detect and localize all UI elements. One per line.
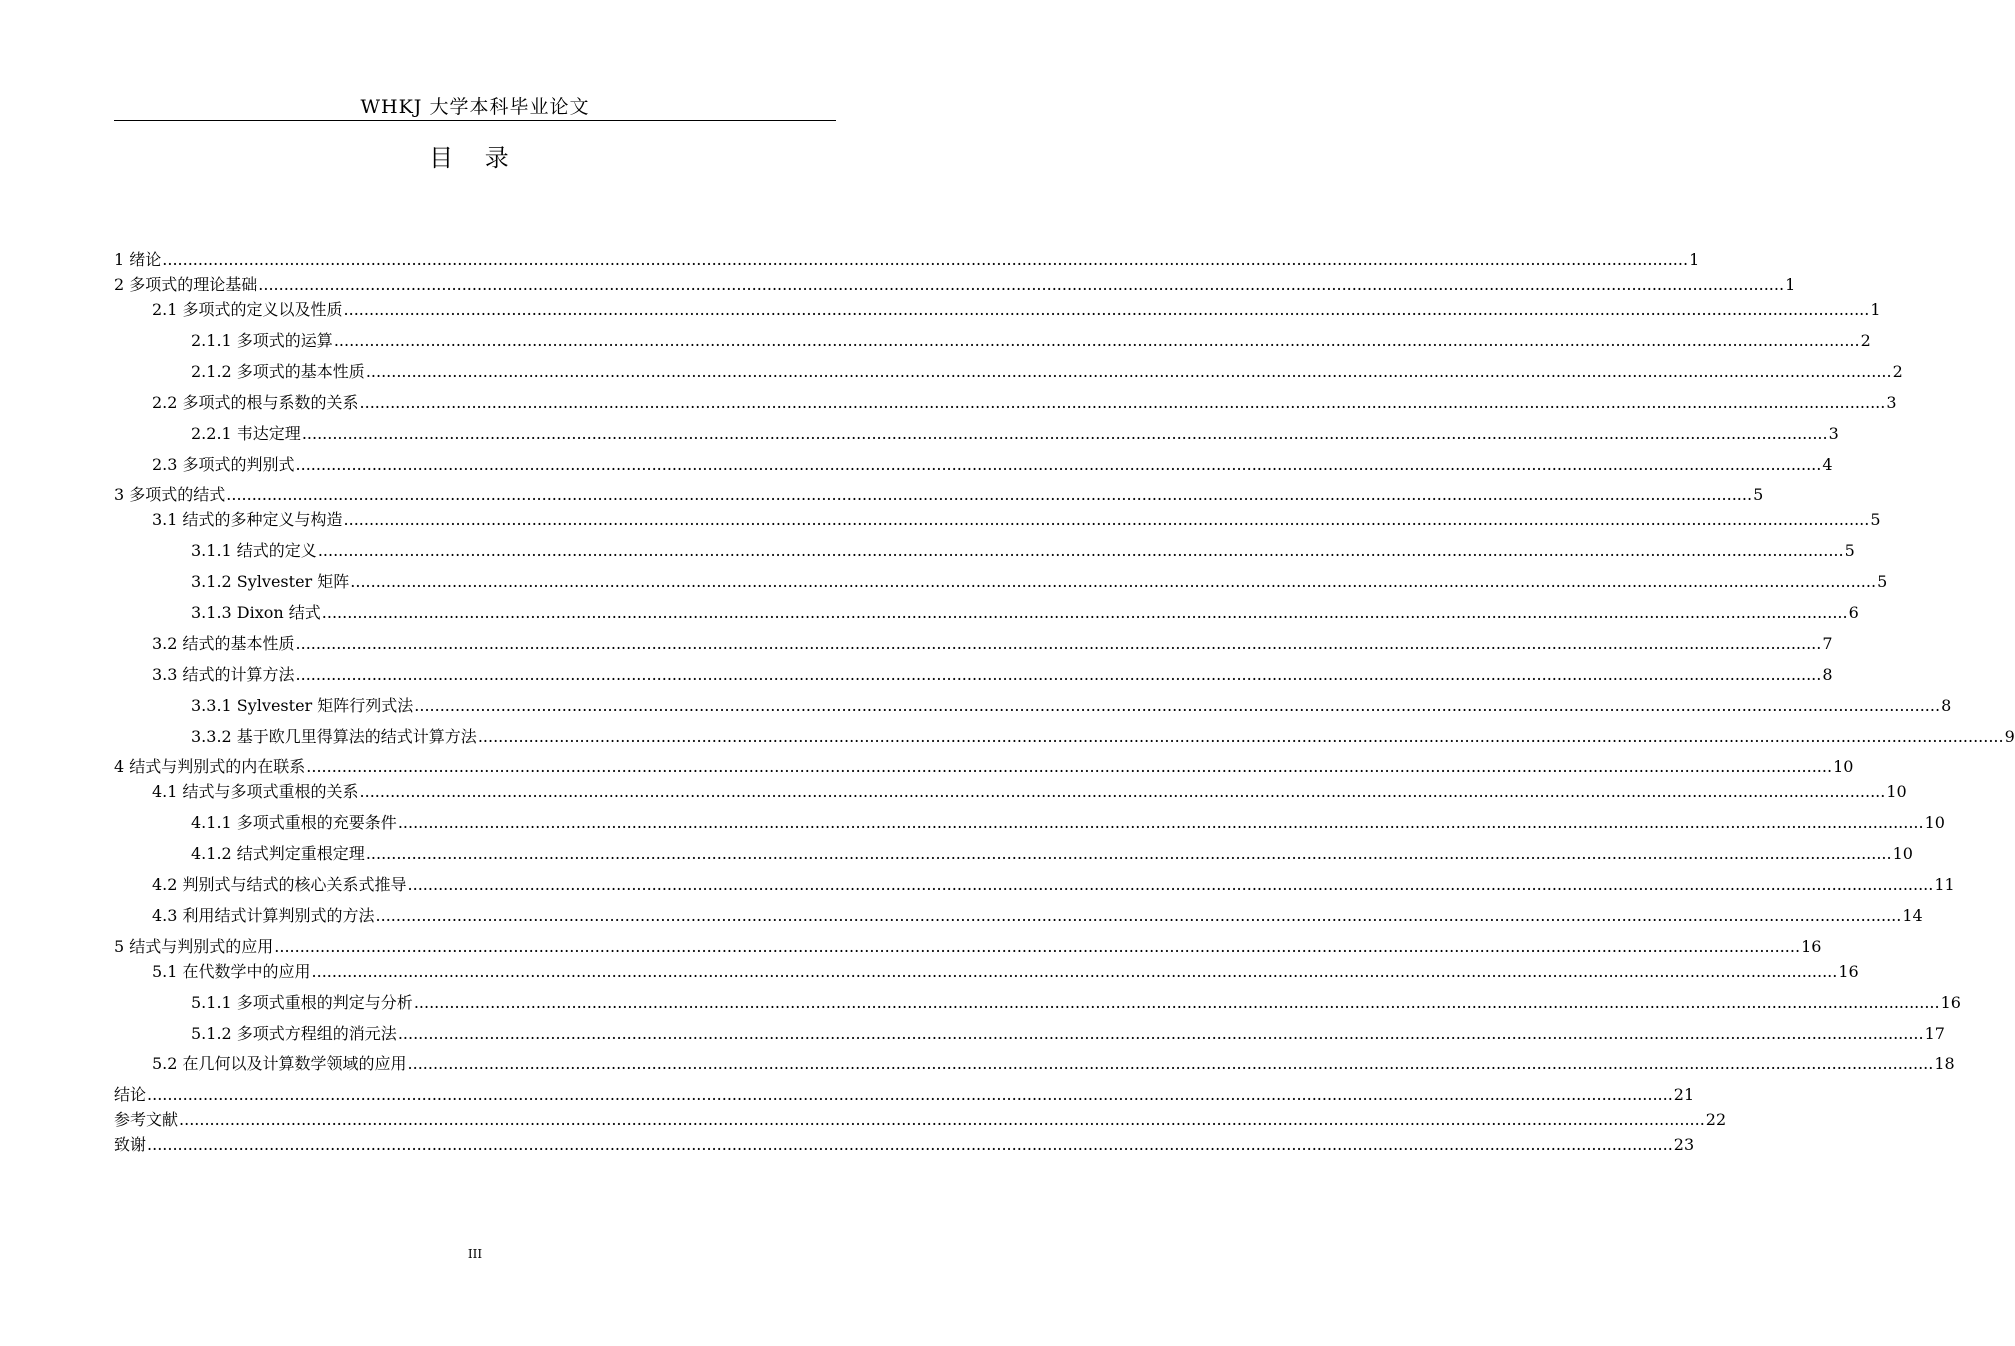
toc-entry-page: 16 (1801, 937, 1822, 956)
toc-entry-page: 2 (1892, 362, 1903, 381)
toc-entry-page: 11 (1934, 875, 1955, 894)
dot-leader: ............................................................................................................................................................................................................................................................................................................ (407, 875, 1934, 894)
toc-entry-page: 4 (1822, 455, 1833, 474)
toc-entry-label: 3.1.2 Sylvester 矩阵 (191, 572, 350, 591)
dot-leader: ............................................................................................................................................................................................................................................................................................................ (147, 1085, 1673, 1104)
toc-entry[interactable] (114, 481, 1764, 505)
toc-entry-label: 5.2 在几何以及计算数学领域的应用 (152, 1054, 407, 1073)
toc-entry-label: 5.1.1 多项式重根的判定与分析 (191, 993, 413, 1012)
toc-entry-label: 3.3.1 Sylvester 矩阵行列式法 (191, 696, 414, 715)
dot-leader: ............................................................................................................................................................................................................................................................................................................ (226, 485, 1753, 504)
toc-entry[interactable] (114, 327, 1871, 351)
toc-entry[interactable] (114, 1020, 1945, 1044)
toc-entry[interactable] (114, 271, 1796, 295)
toc-entry-page: 16 (1940, 993, 1961, 1012)
toc-entry-page: 2 (1860, 331, 1871, 350)
toc-entry-label: 5.1 在代数学中的应用 (152, 962, 311, 981)
dot-leader: ............................................................................................................................................................................................................................................................................................................ (333, 331, 1860, 350)
toc-entry[interactable] (114, 661, 1833, 685)
dot-leader: ............................................................................................................................................................................................................................................................................................................ (274, 937, 1801, 956)
toc-entry[interactable] (114, 568, 1888, 592)
toc-entry[interactable] (114, 389, 1897, 413)
toc-entry-page: 21 (1673, 1085, 1695, 1104)
toc-entry-label: 3.3.2 基于欧几里得算法的结式计算方法 (191, 727, 477, 746)
toc-entry-label: 4.1.2 结式判定重根定理 (191, 844, 365, 863)
toc-entry[interactable] (114, 840, 1913, 864)
toc-entry-label: 2.2.1 韦达定理 (191, 424, 301, 443)
toc-entry[interactable] (114, 753, 1854, 777)
header-divider (114, 120, 836, 121)
toc-entry-label: 2.1 多项式的定义以及性质 (152, 300, 343, 319)
toc-entry[interactable] (114, 1131, 1695, 1155)
toc-entry-label: 2.1.1 多项式的运算 (191, 331, 333, 350)
toc-entry-label: 4 结式与判别式的内在联系 (114, 757, 306, 776)
toc-entry-page: 6 (1848, 603, 1859, 622)
toc-entry-label: 2.1.2 多项式的基本性质 (191, 362, 365, 381)
toc-entry-label: 4.1 结式与多项式重根的关系 (152, 782, 359, 801)
dot-leader: ............................................................................................................................................................................................................................................................................................................ (397, 1024, 1924, 1043)
dot-leader: ............................................................................................................................................................................................................................................................................................................ (350, 572, 1877, 591)
toc-entry-page: 3 (1886, 393, 1897, 412)
dot-leader: ............................................................................................................................................................................................................................................................................................................ (407, 1054, 1934, 1073)
toc-entry-label: 5 结式与判别式的应用 (114, 937, 274, 956)
dot-leader: ............................................................................................................................................................................................................................................................................................................ (321, 603, 1848, 622)
toc-entry[interactable] (114, 902, 1923, 926)
dot-leader: ............................................................................................................................................................................................................................................................................................................ (179, 1110, 1705, 1129)
toc-entry-label: 2.3 多项式的判别式 (152, 455, 295, 474)
toc-entry-page: 1 (1689, 250, 1700, 269)
dot-leader: ............................................................................................................................................................................................................................................................................................................ (295, 455, 1822, 474)
dot-leader: ............................................................................................................................................................................................................................................................................................................ (359, 393, 1886, 412)
toc-entry-page: 5 (1870, 510, 1881, 529)
dot-leader: ............................................................................................................................................................................................................................................................................................................ (365, 844, 1892, 863)
toc-entry[interactable] (114, 958, 1859, 982)
toc-entry-page: 5 (1844, 541, 1855, 560)
toc-entry[interactable] (114, 933, 1822, 957)
toc-entry-label: 3 多项式的结式 (114, 485, 226, 504)
toc-entry[interactable] (114, 451, 1833, 475)
toc-entry[interactable] (114, 723, 2015, 747)
toc-entry[interactable] (114, 420, 1839, 444)
toc-entry-label: 致谢 (114, 1135, 147, 1154)
toc-entry-page: 8 (1941, 696, 1952, 715)
dot-leader: ............................................................................................................................................................................................................................................................................................................ (413, 993, 1940, 1012)
toc-entry-page: 10 (1924, 813, 1945, 832)
toc-entry[interactable] (114, 1106, 1727, 1130)
dot-leader: ............................................................................................................................................................................................................................................................................................................ (375, 906, 1902, 925)
toc-entry-page: 3 (1828, 424, 1839, 443)
toc-entry-page: 1 (1870, 300, 1881, 319)
toc-entry-page: 10 (1833, 757, 1854, 776)
dot-leader: ............................................................................................................................................................................................................................................................................................................ (147, 1135, 1673, 1154)
dot-leader: ............................................................................................................................................................................................................................................................................................................ (311, 962, 1838, 981)
toc-entry-label: 3.1.1 结式的定义 (191, 541, 317, 560)
toc-entry-label: 参考文献 (114, 1110, 179, 1129)
toc-entry-label: 1 绪论 (114, 250, 162, 269)
toc-entry-label: 3.1.3 Dixon 结式 (191, 603, 321, 622)
toc-entry-page: 10 (1886, 782, 1907, 801)
toc-entry-label: 4.2 判别式与结式的核心关系式推导 (152, 875, 407, 894)
toc-entry[interactable] (114, 506, 1881, 530)
toc-entry[interactable] (114, 537, 1855, 561)
toc-entry-page: 10 (1892, 844, 1913, 863)
toc-entry-page: 5 (1877, 572, 1888, 591)
dot-leader: ............................................................................................................................................................................................................................................................................................................ (365, 362, 1892, 381)
toc-entry[interactable] (114, 358, 1903, 382)
toc-entry-page: 1 (1785, 275, 1796, 294)
dot-leader: ............................................................................................................................................................................................................................................................................................................ (397, 813, 1924, 832)
toc-entry-page: 8 (1822, 665, 1833, 684)
toc-entry-page: 22 (1705, 1110, 1727, 1129)
toc-entry-page: 17 (1924, 1024, 1945, 1043)
dot-leader: ............................................................................................................................................................................................................................................................................................................ (317, 541, 1844, 560)
toc-entry[interactable] (114, 246, 1700, 270)
toc-entry-label: 3.2 结式的基本性质 (152, 634, 295, 653)
toc-entry-label: 4.3 利用结式计算判别式的方法 (152, 906, 375, 925)
toc-entry-label: 5.1.2 多项式方程组的消元法 (191, 1024, 397, 1043)
dot-leader: ............................................................................................................................................................................................................................................................................................................ (295, 665, 1822, 684)
dot-leader: ............................................................................................................................................................................................................................................................................................................ (301, 424, 1828, 443)
toc-entry-page: 23 (1673, 1135, 1695, 1154)
toc-entry-page: 16 (1838, 962, 1859, 981)
toc-entry[interactable] (114, 1050, 1955, 1074)
dot-leader: ............................................................................................................................................................................................................................................................................................................ (162, 250, 1689, 269)
toc-entry-label: 2.2 多项式的根与系数的关系 (152, 393, 359, 412)
toc-entry[interactable] (114, 630, 1833, 654)
dot-leader: ............................................................................................................................................................................................................................................................................................................ (414, 696, 1941, 715)
page-number: III (467, 1247, 483, 1261)
toc-entry-page: 5 (1753, 485, 1764, 504)
dot-leader: ............................................................................................................................................................................................................................................................................................................ (295, 634, 1822, 653)
dot-leader: ............................................................................................................................................................................................................................................................................................................ (343, 300, 1870, 319)
dot-leader: ............................................................................................................................................................................................................................................................................................................ (306, 757, 1833, 776)
toc-entry[interactable] (114, 809, 1945, 833)
toc-entry[interactable] (114, 296, 1881, 320)
toc-entry[interactable] (114, 1081, 1695, 1105)
toc-entry-page: 18 (1934, 1054, 1955, 1073)
toc-entry[interactable] (114, 599, 1859, 623)
toc-entry[interactable] (114, 871, 1955, 895)
dot-leader: ............................................................................................................................................................................................................................................................................................................ (343, 510, 1870, 529)
toc-entry-label: 2 多项式的理论基础 (114, 275, 258, 294)
dot-leader: ............................................................................................................................................................................................................................................................................................................ (477, 727, 2004, 746)
toc-entry-label: 3.3 结式的计算方法 (152, 665, 295, 684)
toc-entry-page: 7 (1822, 634, 1833, 653)
toc-entry[interactable] (114, 989, 1961, 1013)
dot-leader: ............................................................................................................................................................................................................................................................................................................ (258, 275, 1785, 294)
toc-entry-label: 4.1.1 多项式重根的充要条件 (191, 813, 397, 832)
toc-entry-label: 结论 (114, 1085, 147, 1104)
toc-entry-label: 3.1 结式的多种定义与构造 (152, 510, 343, 529)
toc-entry-page: 14 (1902, 906, 1923, 925)
toc-entry[interactable] (114, 692, 1952, 716)
toc-entry[interactable] (114, 778, 1907, 802)
page-header: WHKJ 大学本科毕业论文 (360, 96, 590, 118)
toc-entry-page: 9 (2004, 727, 2015, 746)
dot-leader: ............................................................................................................................................................................................................................................................................................................ (359, 782, 1886, 801)
toc-title: 目 录 (429, 144, 521, 172)
